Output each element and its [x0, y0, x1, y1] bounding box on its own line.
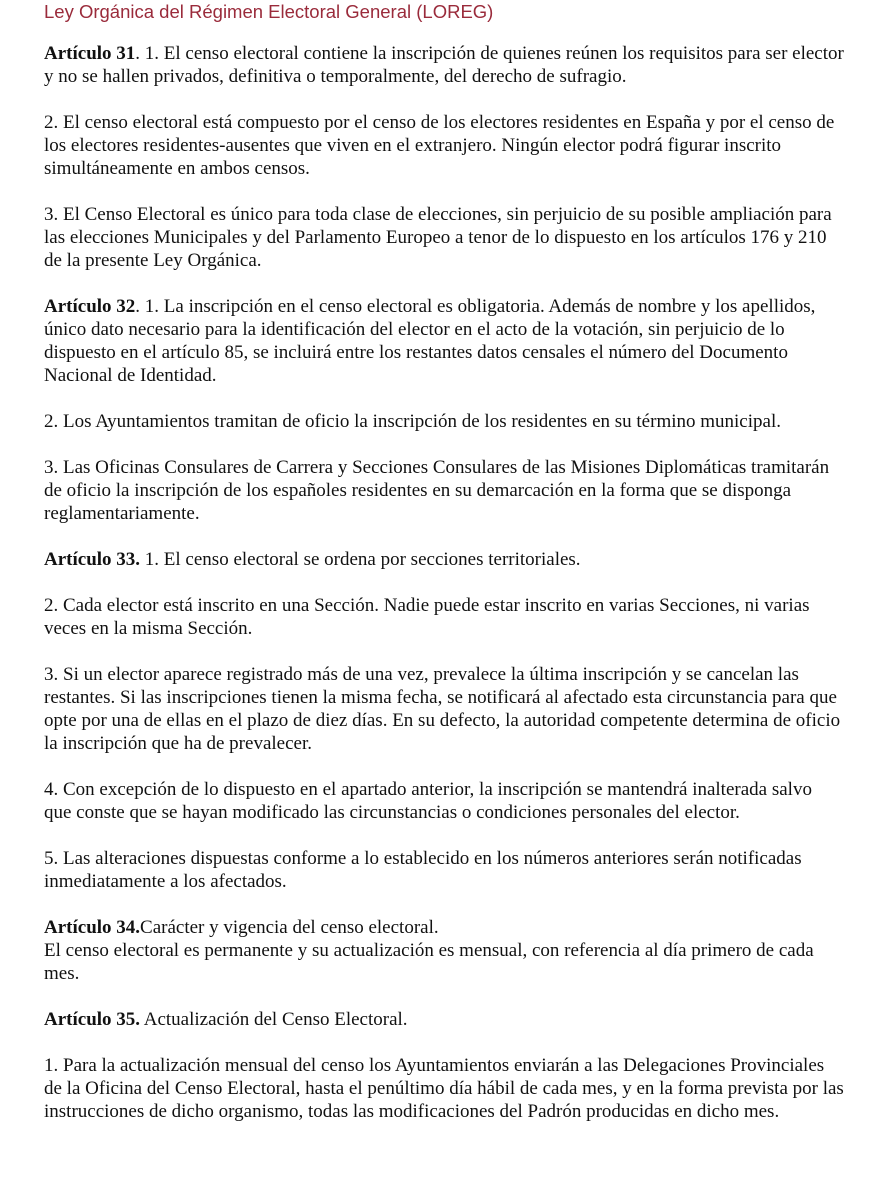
article-heading: Artículo 35.	[44, 1009, 141, 1030]
paragraph	[44, 203, 844, 272]
paragraph	[44, 1054, 844, 1123]
paragraph-text: 1. Para la actualización mensual del censo los Ayuntamientos enviarán a las Delegaciones Provinciales de la Oficina del Censo Electoral, hasta el penúltimo día hábil de cada mes, y en la forma prevista por las instrucciones de dicho organismo, todas las modificaciones del Padrón producidas en dicho mes.	[44, 1055, 844, 1122]
article-paragraph	[44, 548, 844, 571]
paragraph-text: El censo electoral es permanente y su actualización es mensual, con referencia al día primero de cada mes.	[44, 940, 814, 984]
paragraph	[44, 663, 844, 755]
paragraph-text: 3. Si un elector aparece registrado más de una vez, prevalece la última inscripción y se cancelan las restantes. Si las inscripciones tienen la misma fecha, se notificará al afectado esta circunstancia para que opte por una de ellas en el plazo de diez días. En su defecto, la autoridad competente determina de oficio la inscripción que ha de prevalecer.	[44, 664, 841, 754]
paragraph-text: Actualización del Censo Electoral.	[140, 1009, 408, 1030]
article-heading: Artículo 33.	[44, 549, 141, 570]
paragraph-text: . 1. La inscripción en el censo electoral es obligatoria. Además de nombre y los apellidos, único dato necesario para la identificación del elector en el acto de la votación, sin perjuicio de lo dispuesto en el artículo 85, se incluirá entre los restantes datos censales el número del Documento Nacional de Identidad.	[44, 296, 816, 386]
paragraph	[44, 778, 844, 824]
article-paragraph	[44, 916, 844, 939]
paragraph	[44, 594, 844, 640]
article-heading: Artículo 32	[44, 296, 136, 317]
law-text-body	[44, 42, 844, 1146]
document-title: Ley Orgánica del Régimen Electoral General (LOREG)	[44, 1, 494, 22]
paragraph-text: 4. Con excepción de lo dispuesto en el apartado anterior, la inscripción se mantendrá inalterada salvo que conste que se hayan modificado las circunstancias o condiciones personales del elector.	[44, 779, 812, 823]
paragraph	[44, 111, 844, 180]
paragraph	[44, 847, 844, 893]
paragraph-text: . 1. El censo electoral contiene la inscripción de quienes reúnen los requisitos para ser elector y no se hallen privados, definitiva o temporalmente, del derecho de sufragio.	[44, 43, 844, 87]
paragraph	[44, 456, 844, 525]
paragraph-text: 2. Cada elector está inscrito en una Sección. Nadie puede estar inscrito en varias Secciones, ni varias veces en la misma Sección.	[44, 595, 810, 639]
paragraph-text: 3. El Censo Electoral es único para toda clase de elecciones, sin perjuicio de su posible ampliación para las elecciones Municipales y del Parlamento Europeo a tenor de lo dispuesto en los artículos 176 y 210 de la presente Ley Orgánica.	[44, 204, 832, 271]
paragraph-text: 2. Los Ayuntamientos tramitan de oficio la inscripción de los residentes en su término municipal.	[44, 411, 781, 432]
paragraph	[44, 410, 844, 433]
article-paragraph	[44, 295, 844, 387]
article-heading: Artículo 31	[44, 43, 136, 64]
article-paragraph	[44, 42, 844, 88]
paragraph-text: Carácter y vigencia del censo electoral.	[140, 917, 439, 938]
paragraph	[44, 939, 844, 985]
article-paragraph	[44, 1008, 844, 1031]
paragraph-text: 1. El censo electoral se ordena por secciones territoriales.	[140, 549, 581, 570]
paragraph-text: 3. Las Oficinas Consulares de Carrera y Secciones Consulares de las Misiones Diplomáticas tramitarán de oficio la inscripción de los españoles residentes en su demarcación en la forma que se disponga reglamentariamente.	[44, 457, 830, 524]
article-heading: Artículo 34.	[44, 917, 141, 938]
paragraph-text: 5. Las alteraciones dispuestas conforme a lo establecido en los números anteriores serán notificadas inmediatamente a los afectados.	[44, 848, 802, 892]
paragraph-text: 2. El censo electoral está compuesto por el censo de los electores residentes en España y por el censo de los electores residentes-ausentes que viven en el extranjero. Ningún elector podrá figurar inscrito simultáneamente en ambos censos.	[44, 112, 835, 179]
